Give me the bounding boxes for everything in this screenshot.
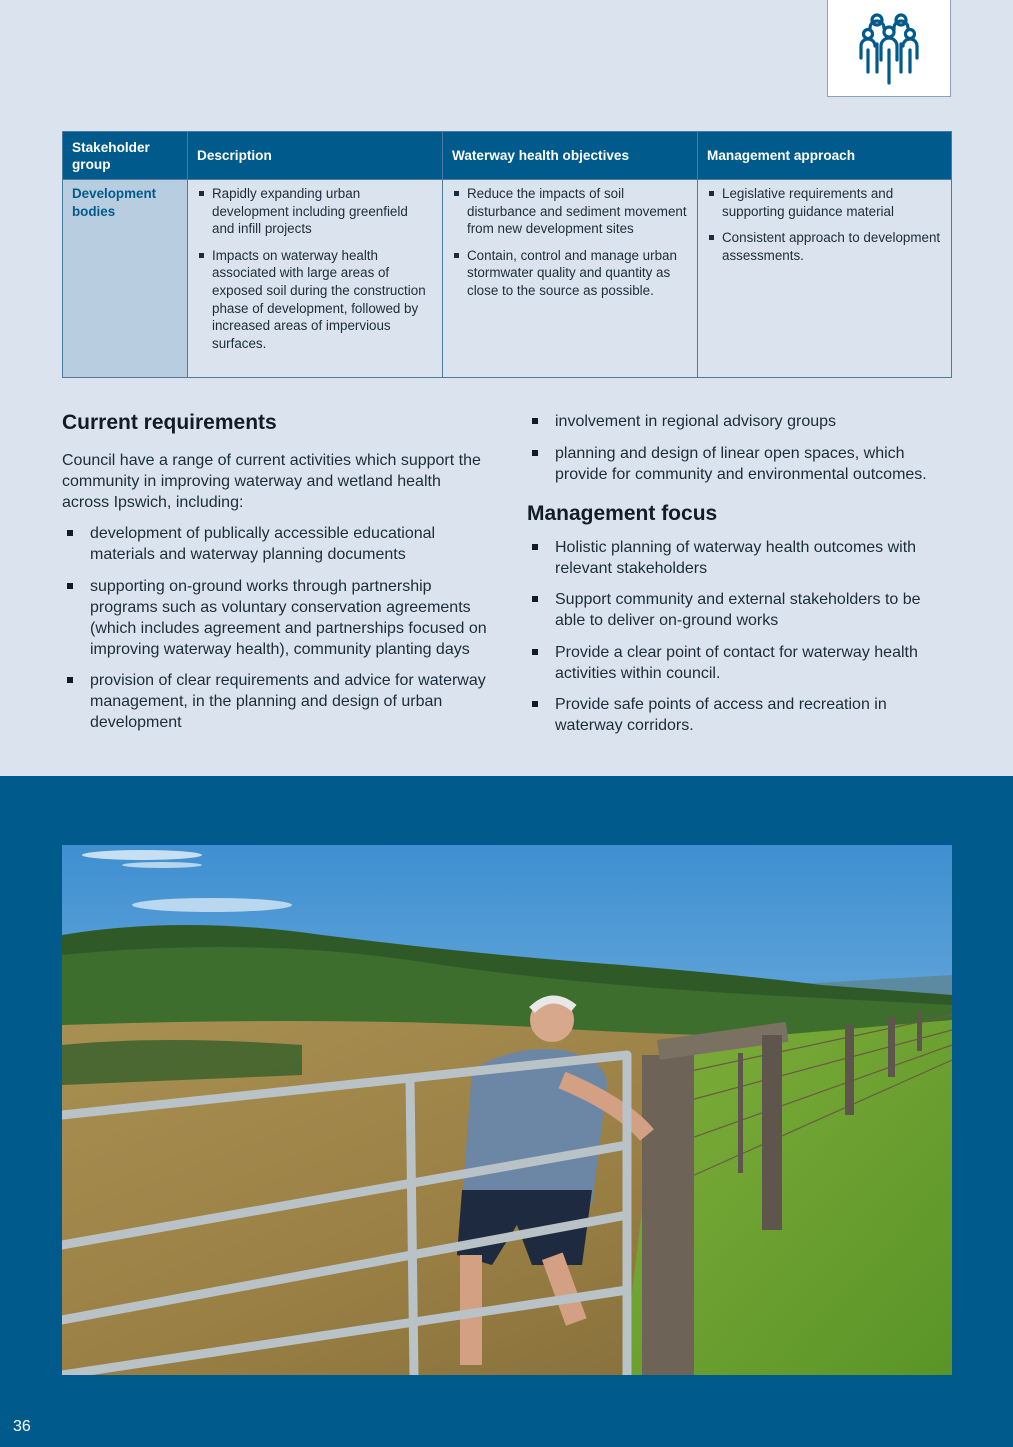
table-row	[63, 180, 952, 378]
description-cell	[188, 180, 443, 378]
list-item: Legislative requirements and supporting guidance material	[707, 185, 942, 220]
current-requirements-intro: Council have a range of current activities which support the community in improving waterway and wetland health across Ipswich, including:	[62, 452, 481, 511]
management-focus-heading: Management focus	[527, 501, 718, 525]
people-group-icon	[856, 10, 922, 86]
stakeholder-group-cell: Development bodies	[63, 180, 188, 378]
objectives-cell	[443, 180, 698, 378]
left-column	[62, 408, 492, 744]
header-description: Description	[188, 132, 443, 180]
header-objectives: Waterway health objectives	[443, 132, 698, 180]
list-item: provision of clear requirements and advice for waterway management, in the planning and design of urban development	[62, 670, 492, 733]
farm-photo	[62, 845, 952, 1375]
header-stakeholder-group: Stakeholder group	[63, 132, 188, 180]
table-header-row	[63, 132, 952, 180]
list-item: Contain, control and manage urban stormwater quality and quantity as close to the source as possible.	[452, 247, 688, 300]
list-item: Support community and external stakeholders to be able to deliver on-ground works	[527, 589, 952, 631]
current-requirements-list-continued	[527, 411, 952, 485]
list-item: Consistent approach to development assessments.	[707, 229, 942, 264]
list-item: planning and design of linear open spaces, which provide for community and environmental outcomes.	[527, 443, 952, 485]
header-management-approach: Management approach	[698, 132, 952, 180]
approach-cell	[698, 180, 952, 378]
page-number: 36	[13, 1418, 31, 1435]
current-requirements-heading: Current requirements	[62, 411, 277, 434]
list-item: development of publically accessible educational materials and waterway planning documents	[62, 523, 492, 565]
list-item: Provide a clear point of contact for waterway health activities within council.	[527, 642, 952, 684]
current-requirements-list	[62, 523, 492, 733]
list-item: involvement in regional advisory groups	[527, 411, 952, 432]
icon-box	[827, 0, 951, 97]
list-item: Holistic planning of waterway health outcomes with relevant stakeholders	[527, 537, 952, 579]
stakeholder-table	[62, 131, 952, 378]
list-item: Rapidly expanding urban development including greenfield and infill projects	[197, 185, 433, 238]
management-focus-list	[527, 537, 952, 737]
list-item: Reduce the impacts of soil disturbance and sediment movement from new development sites	[452, 185, 688, 238]
list-item: supporting on-ground works through partnership programs such as voluntary conservation agreements (which includes agreement and partnerships focused on improving waterway health), community planting days	[62, 576, 492, 660]
right-column	[527, 411, 952, 747]
list-item: Provide safe points of access and recreation in waterway corridors.	[527, 694, 952, 736]
list-item: Impacts on waterway health associated with large areas of exposed soil during the construction phase of development, followed by increased areas of impervious surfaces.	[197, 247, 433, 353]
